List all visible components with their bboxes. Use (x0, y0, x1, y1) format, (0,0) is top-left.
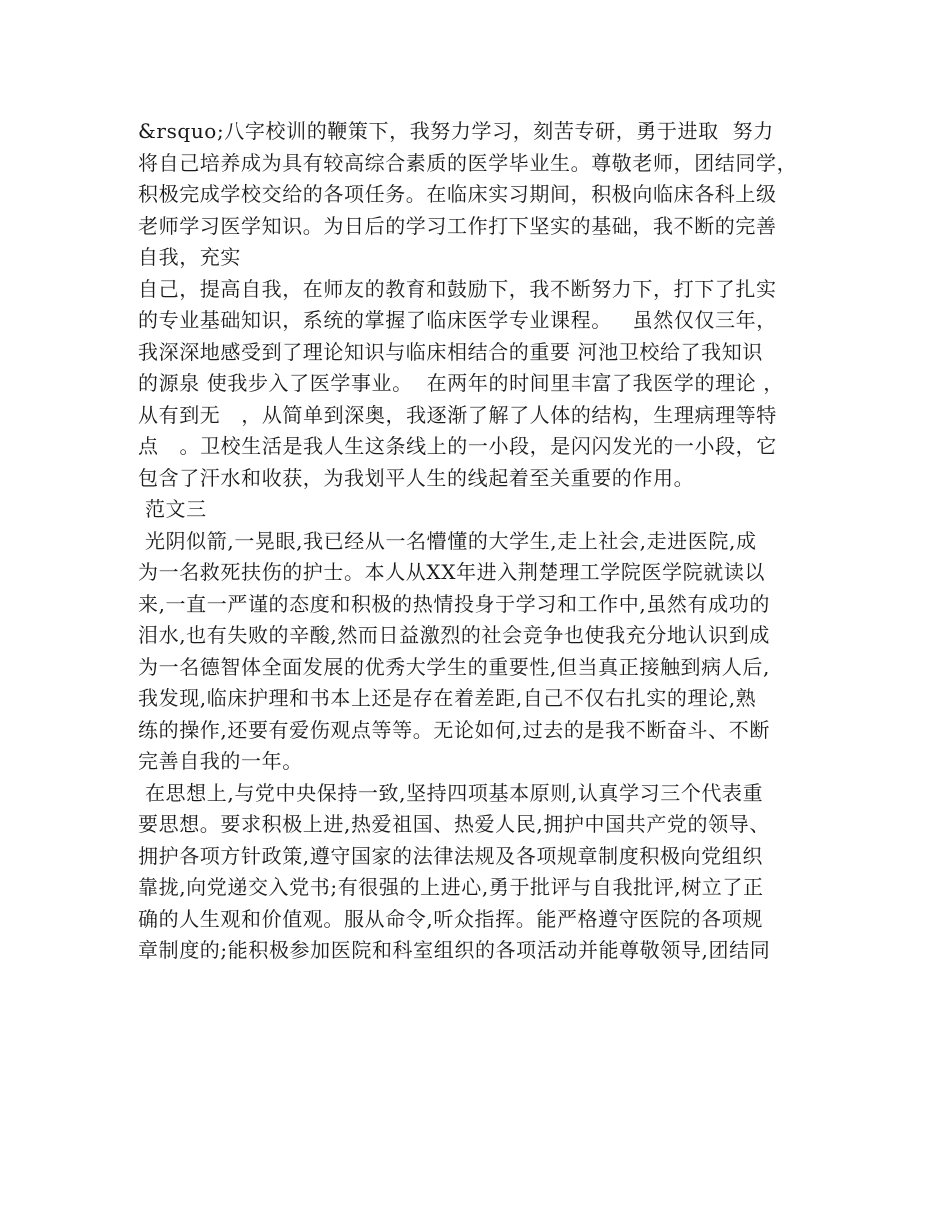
text-line: 包含了汗水和收获，为我划平人生的线起着至关重要的作用。 (138, 465, 695, 490)
text-line: 泪水,也有失败的辛酸,然而日益激烈的社会竞争也使我充分地认识到成 (138, 623, 770, 647)
text-line: 确的人生观和价值观。服从命令,听众指挥。能严格遵守医院的各项规 (138, 906, 763, 931)
text-line: 章制度的;能积极参加医院和科室组织的各项活动并能尊敬领导,团结同 (138, 938, 771, 962)
text-line: 为一名救死扶伤的护士。本人从XX年进入荆楚理工学院医学院就读以 (138, 560, 766, 584)
text-line: 完善自我的一年。 (138, 749, 303, 773)
text-line: 自我，充实 (138, 245, 241, 269)
text-line: 在思想上,与党中央保持一致,坚持四项基本原则,认真学习三个代表重 (138, 780, 764, 805)
text-line: 为一名德智体全面发展的优秀大学生的重要性,但当真正接触到病人后, (138, 654, 770, 679)
text-line: 练的操作,还要有爱伤观点等等。无论如何,过去的是我不断奋斗、不断 (138, 717, 770, 742)
document-body (138, 116, 828, 967)
text-line: 要思想。要求积极上进,热爱祖国、热爱人民,拥护中国共产党的领导、 (138, 812, 770, 836)
text-line: 点 。卫校生活是我人生这条线上的一小段，是闪闪发光的一小段，它 (138, 434, 777, 458)
text-line: 将自己培养成为具有较高综合素质的医学毕业生。尊敬老师，团结同学， (138, 150, 798, 175)
text-line: 的源泉 使我步入了医学事业。 在两年的时间里丰富了我医学的理论 ， (138, 371, 784, 395)
text-line: 我深深地感受到了理论知识与临床相结合的重要 河池卫校给了我知识 (138, 339, 763, 364)
text-line: 从有到无 ，从简单到深奥，我逐渐了解了人体的结构，生理病理等特 (138, 402, 777, 427)
text-line: 的专业基础知识，系统的掌握了临床医学专业课程。 虽然仅仅三年， (138, 308, 777, 332)
section-heading: 范文三 (138, 497, 207, 521)
text-line: &rsquo;八字校训的鞭策下，我努力学习，刻苦专研，勇于进取 努力 (138, 119, 774, 143)
text-line: 靠拢,向党递交入党书;有很强的上进心,勇于批评与自我批评,树立了正 (138, 875, 764, 899)
text-line: 拥护各项方针政策,遵守国家的法律法规及各项规章制度积极向党组织 (138, 843, 763, 868)
text-line: 积极完成学校交给的各项任务。在临床实习期间，积极向临床各科上级 (138, 182, 777, 206)
text-line: 老师学习医学知识。为日后的学习工作打下坚实的基础，我不断的完善 (138, 213, 777, 238)
text-line: 光阴似箭,一晃眼,我已经从一名懵懂的大学生,走上社会,走进医院,成 (138, 528, 757, 553)
text-line: 我发现,临床护理和书本上还是存在着差距,自己不仅右扎实的理论,熟 (138, 686, 757, 710)
text-line: 自己，提高自我，在师友的教育和鼓励下，我不断努力下，打下了扎实 (138, 276, 777, 301)
text-line: 来,一直一严谨的态度和积极的热情投身于学习和工作中,虽然有成功的 (138, 591, 770, 616)
